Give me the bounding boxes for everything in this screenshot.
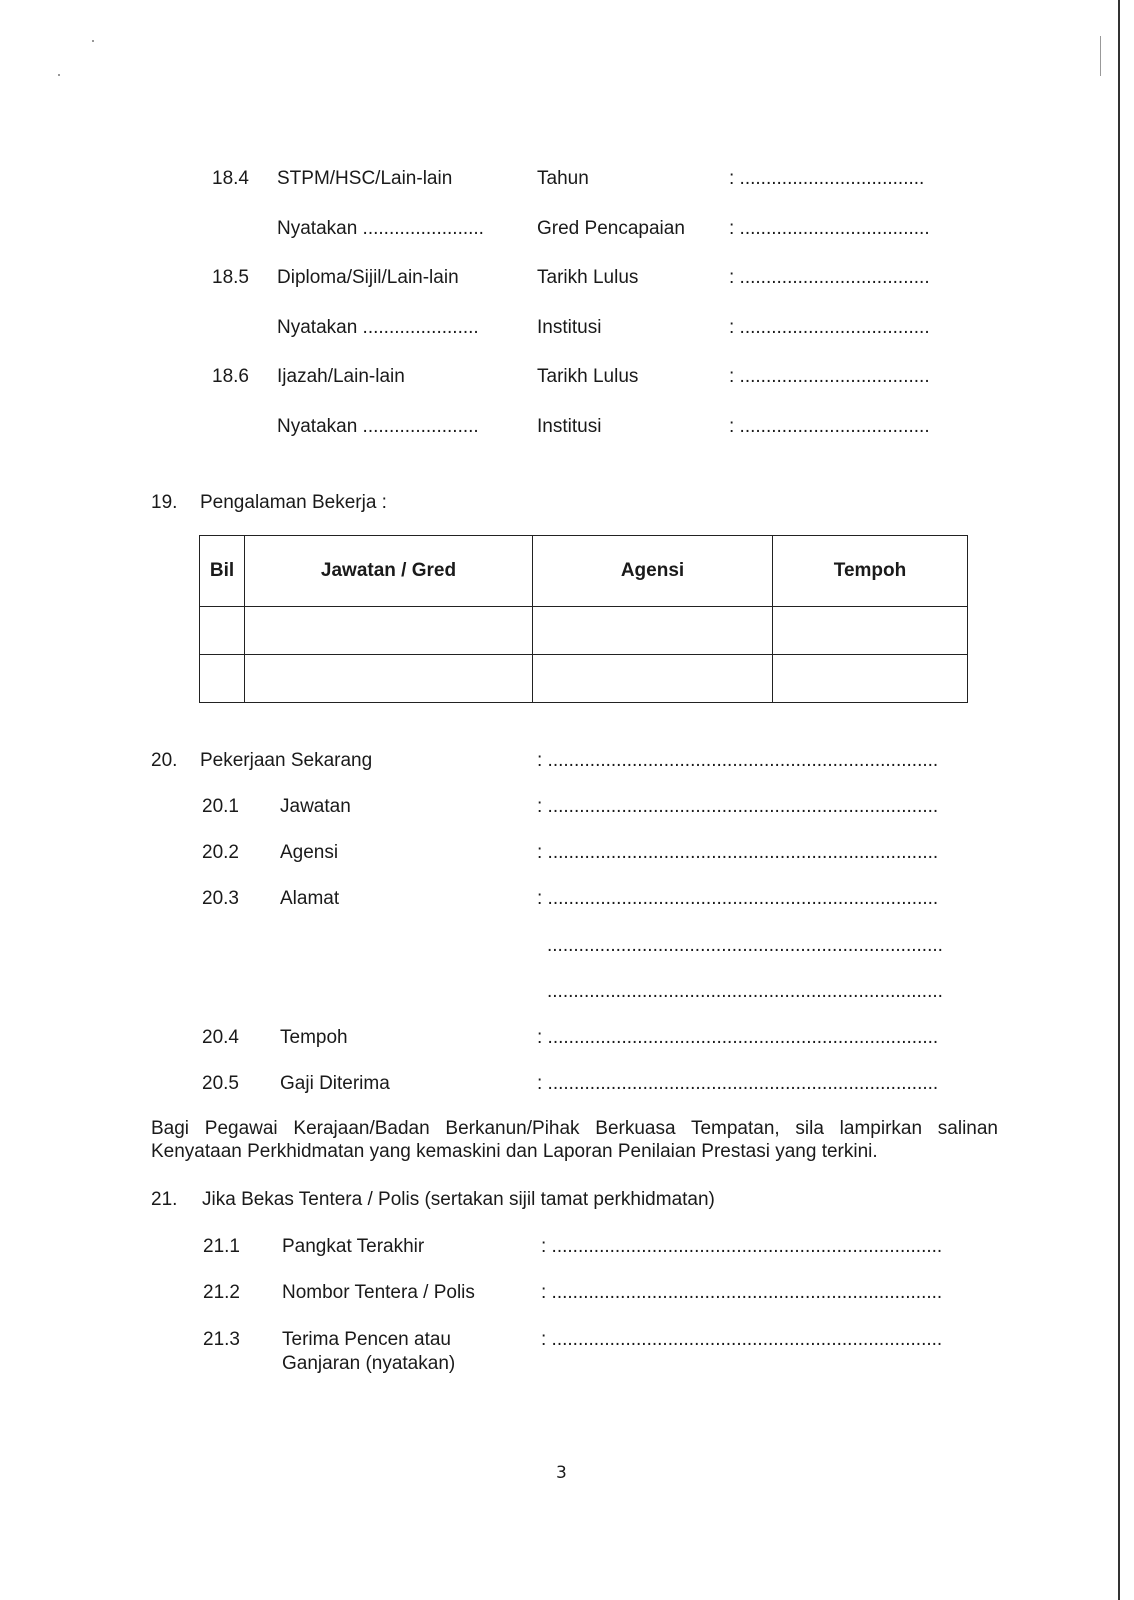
field-label: Institusi	[537, 416, 602, 437]
table-row	[200, 655, 968, 703]
table-cell[interactable]	[773, 607, 968, 655]
column-header-bil: Bil	[200, 536, 245, 607]
scan-mark	[1100, 36, 1101, 76]
qualification-label: Ijazah/Lain-lain	[277, 366, 405, 387]
fill-line[interactable]: : ..........................................................................	[541, 1236, 943, 1257]
fill-line[interactable]: : ..........................................................................	[537, 1027, 939, 1048]
table-cell[interactable]	[200, 607, 245, 655]
item-label: Pangkat Terakhir	[282, 1236, 425, 1257]
section-number: 21.	[151, 1189, 178, 1210]
item-label: Agensi	[280, 842, 339, 863]
specify-line[interactable]: Nyatakan .......................	[277, 218, 484, 239]
table-cell[interactable]	[200, 655, 245, 703]
table-cell[interactable]	[773, 655, 968, 703]
fill-line[interactable]: : ..........................................................................	[537, 796, 939, 817]
section-title: Jika Bekas Tentera / Polis (sertakan sijil tamat perkhidmatan)	[202, 1189, 715, 1210]
item-label: Gaji Diterima	[280, 1073, 390, 1094]
field-label: Gred Pencapaian	[537, 218, 685, 239]
page-edge	[1118, 0, 1120, 1600]
item-number: 20.5	[202, 1073, 239, 1094]
page-number: 3	[556, 1463, 567, 1483]
fill-line[interactable]: : ..........................................................................	[537, 1073, 939, 1094]
item-label: Alamat	[280, 888, 340, 909]
table-row	[200, 607, 968, 655]
section-title: Pengalaman Bekerja :	[200, 492, 387, 513]
item-number: 21.2	[203, 1282, 240, 1303]
qualification-label: STPM/HSC/Lain-lain	[277, 168, 453, 189]
qualification-label: Diploma/Sijil/Lain-lain	[277, 267, 459, 288]
item-number: 18.6	[212, 366, 249, 387]
item-label: Jawatan	[280, 796, 351, 817]
field-label: Tarikh Lulus	[537, 267, 639, 288]
column-header-agensi: Agensi	[533, 536, 773, 607]
item-number: 20.4	[202, 1027, 239, 1048]
section-title: Pekerjaan Sekarang	[200, 750, 373, 771]
fill-line[interactable]: : ..........................................................................	[541, 1282, 943, 1303]
item-number: 20.2	[202, 842, 239, 863]
note-paragraph: Bagi Pegawai Kerajaan/Badan Berkanun/Pihak Berkuasa Tempatan, sila lampirkan salinan Kenyataan Perkhidmatan yang kemaskini dan Laporan Penilaian Prestasi yang terkini.	[151, 1118, 998, 1162]
table-cell[interactable]	[245, 607, 533, 655]
fill-line[interactable]: : ..........................................................................	[537, 750, 939, 771]
item-number: 20.1	[202, 796, 239, 817]
work-experience-table	[199, 535, 968, 703]
item-number: 18.4	[212, 168, 249, 189]
fill-line[interactable]: : ....................................	[729, 416, 930, 437]
item-number: 20.3	[202, 888, 239, 909]
field-label: Tarikh Lulus	[537, 366, 639, 387]
section-number: 19.	[151, 492, 178, 513]
fill-line[interactable]: ...........................................................................	[547, 981, 943, 1002]
table-cell[interactable]	[533, 655, 773, 703]
field-label: Tahun	[537, 168, 589, 189]
field-label: Institusi	[537, 317, 602, 338]
table-cell[interactable]	[533, 607, 773, 655]
specify-line[interactable]: Nyatakan ......................	[277, 416, 479, 437]
fill-line[interactable]: : ....................................	[729, 366, 930, 387]
fill-line[interactable]: : ....................................	[729, 218, 930, 239]
column-header-tempoh: Tempoh	[773, 536, 968, 607]
fill-line[interactable]: : ..........................................................................	[541, 1329, 943, 1350]
scan-speck	[92, 40, 94, 42]
item-number: 18.5	[212, 267, 249, 288]
fill-line[interactable]: : ..........................................................................	[537, 888, 939, 909]
fill-line[interactable]: : ....................................	[729, 317, 930, 338]
table-cell[interactable]	[245, 655, 533, 703]
fill-line[interactable]: : ..........................................................................	[537, 842, 939, 863]
item-label: Ganjaran (nyatakan)	[282, 1353, 456, 1374]
table-header-row	[200, 536, 968, 607]
specify-line[interactable]: Nyatakan ......................	[277, 317, 479, 338]
item-number: 21.1	[203, 1236, 240, 1257]
scan-speck	[58, 74, 60, 76]
fill-line[interactable]: ...........................................................................	[547, 935, 943, 956]
item-label: Tempoh	[280, 1027, 348, 1048]
fill-line[interactable]: : ....................................	[729, 267, 930, 288]
column-header-jawatan: Jawatan / Gred	[245, 536, 533, 607]
fill-line[interactable]: : ...................................	[729, 168, 925, 189]
item-label: Nombor Tentera / Polis	[282, 1282, 475, 1303]
item-number: 21.3	[203, 1329, 240, 1350]
section-number: 20.	[151, 750, 178, 771]
item-label: Terima Pencen atau	[282, 1329, 451, 1350]
